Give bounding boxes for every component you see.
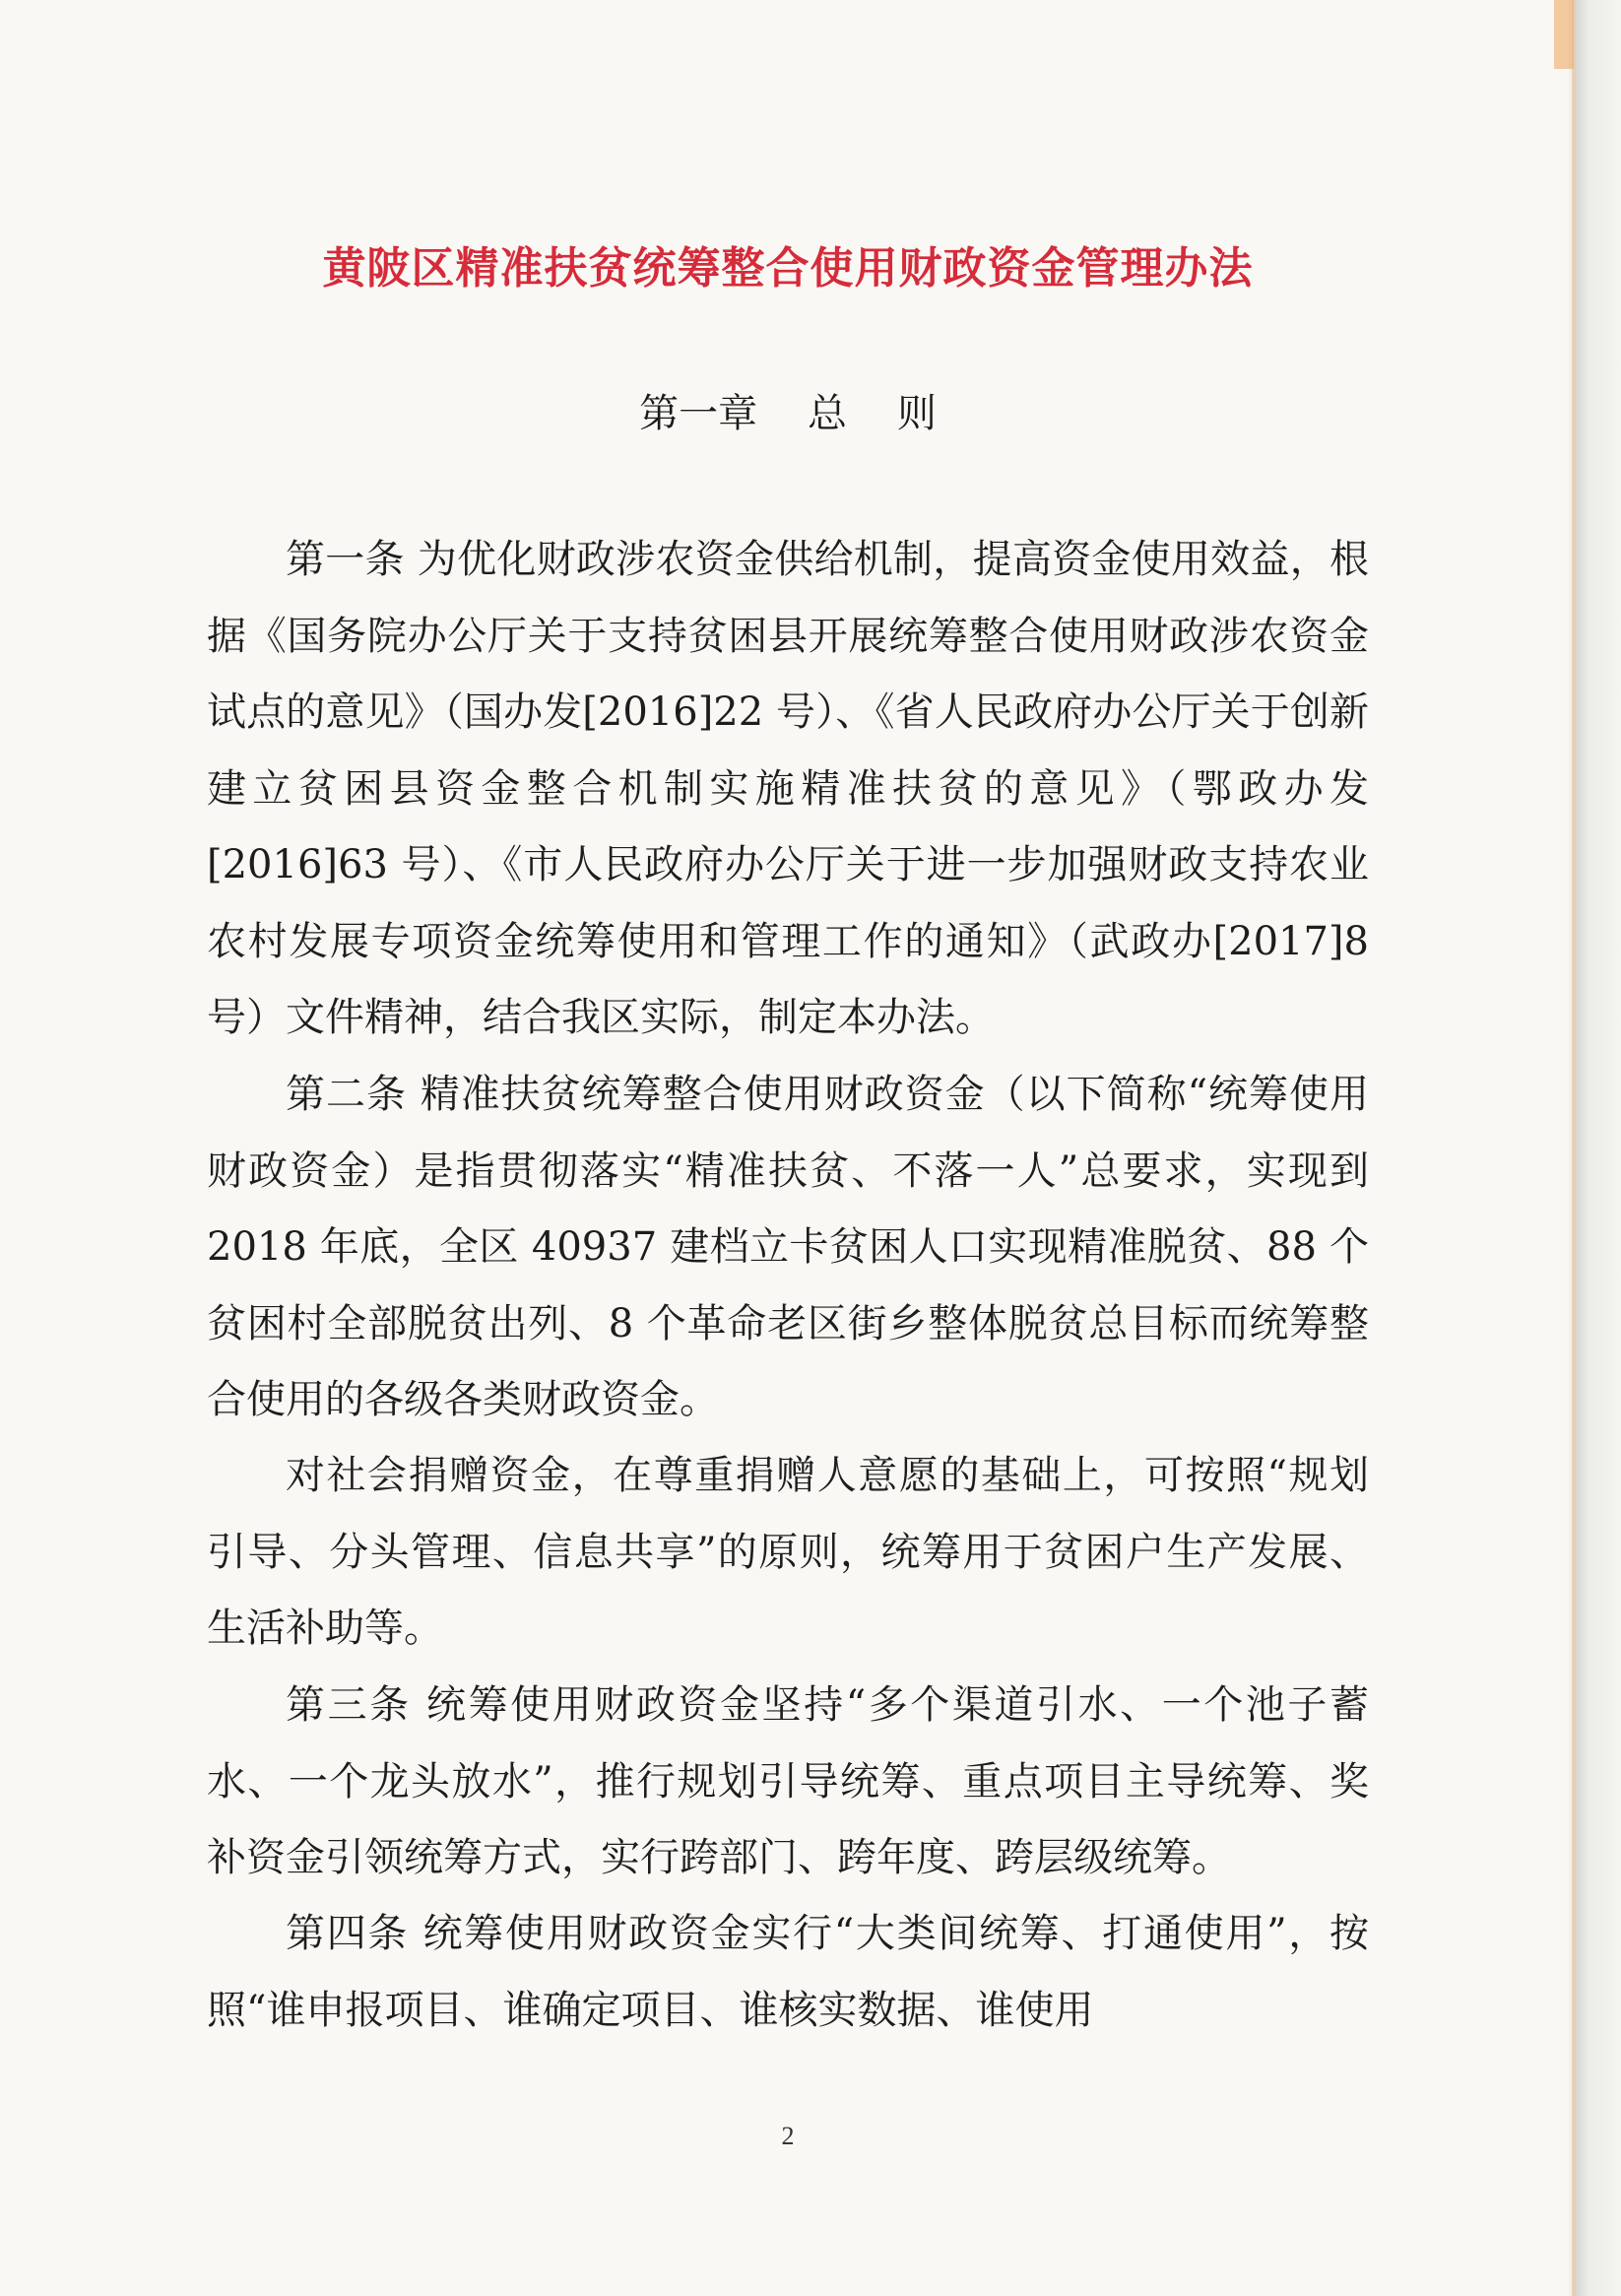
donation-paragraph: 对社会捐赠资金，在尊重捐赠人意愿的基础上，可按照“规划引导、分头管理、信息共享”的原则，统筹用于贫困户生产发展、生活补助等。 xyxy=(207,1453,1369,1651)
page-number: 2 xyxy=(781,2122,795,2150)
page-edge-shadow xyxy=(1566,0,1576,2296)
article-1-paragraph: 第一条 为优化财政涉农资金供给机制，提高资金使用效益，根据《国务院办公厅关于支持贫困县开展统筹整合使用财政涉农资金试点的意见》（国办发[2016]22 号）、《省人民政府办公厅关于创新建立贫困县资金整合机制实施精准扶贫的意见》（鄂政办发[2016]63 号）、《市人民政府办公厅关于进一步加强财政支持农业农村发展专项资金统筹使用和管理工作的通知》（武政办[2017]8 号）文件精神，结合我区实际，制定本办法。 xyxy=(207,537,1369,1040)
binding-gutter xyxy=(1576,0,1621,2296)
article-2-paragraph: 第二条 精准扶贫统筹整合使用财政资金（以下简称“统筹使用财政资金）是指贯彻落实“精准扶贫、不落一人”总要求，实现到 2018 年底，全区 40937 建档立卡贫困人口实现精准脱贫、88 个贫困村全部脱贫出列、8 个革命老区街乡整体脱贫总目标而统筹整合使用的各级各类财政资金。 xyxy=(207,1072,1369,1422)
article-4-paragraph: 第四条 统筹使用财政资金实行“大类间统筹、打通使用”，按照“谁申报项目、谁确定项目、谁核实数据、谁使用 xyxy=(207,1911,1369,2033)
article-3-paragraph: 第三条 统筹使用财政资金坚持“多个渠道引水、一个池子蓄水、一个龙头放水”，推行规划引导统筹、重点项目主导统筹、奖补资金引领统筹方式，实行跨部门、跨年度、跨层级统筹。 xyxy=(207,1682,1369,1880)
document-title: 黄陂区精准扶贫统筹整合使用财政资金管理办法 xyxy=(322,243,1254,294)
chapter-heading: 第一章 总 则 xyxy=(639,391,937,436)
